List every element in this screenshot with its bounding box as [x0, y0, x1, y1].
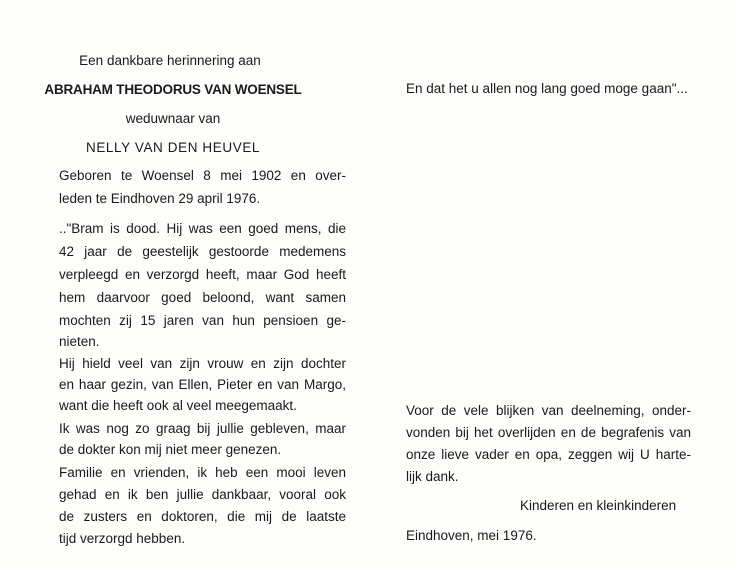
text-line: .."Bram is dood. Hij was een goed mens, die	[59, 221, 346, 236]
text-line: Familie en vrienden, ik heb een mooi leven	[59, 465, 346, 480]
text-line: en haar gezin, van Ellen, Pieter en van Margo,	[59, 377, 346, 392]
thanks-line: vonden bij het overlijden en de begrafenis van	[406, 425, 691, 440]
text-line: nieten.	[59, 334, 100, 349]
text-line: tijd verzorgd hebben.	[59, 531, 186, 546]
right-page	[368, 0, 735, 567]
relation-line: weduwnaar van	[125, 111, 221, 126]
birth-line: leden te Eindhoven 29 april 1976.	[59, 191, 261, 206]
signature: Kinderen en kleinkinderen	[520, 498, 677, 513]
text-line: hem daarvoor goed beloond, want samen	[59, 290, 346, 305]
text-line: mochten zij 15 jaren van hun pensioen ge-	[59, 313, 346, 328]
text-line: verpleegd en verzorgd heeft, maar God heeft	[59, 267, 346, 282]
text-line: de dokter kon mij niet meer genezen.	[59, 442, 282, 457]
text-line: 42 jaar de geestelijk gestoorde medemens	[59, 244, 346, 259]
deceased-name: ABRAHAM THEODORUS VAN WOENSEL	[44, 82, 302, 97]
thanks-line: Voor de vele blijken van deelneming, onder-	[406, 403, 691, 418]
text-line: Ik was nog zo graag bij jullie gebleven, maar	[59, 421, 346, 436]
thanks-line: lijk dank.	[406, 469, 459, 484]
text-line: Hij hield veel van zijn vrouw en zijn dochter	[59, 356, 346, 371]
spouse-name: NELLY VAN DEN HEUVEL	[85, 140, 261, 155]
text-line: want die heeft ook al veel meegemaakt.	[59, 398, 297, 413]
left-page	[0, 0, 367, 567]
thanks-line: onze lieve vader en opa, zeggen wij U harte-	[406, 447, 691, 462]
text-line: gehad en ik ben jullie dankbaar, vooral ook	[59, 487, 346, 502]
intro-line: Een dankbare herinnering aan	[79, 53, 261, 68]
text-line: de zusters en doktoren, die mij de laatste	[59, 509, 346, 524]
place-date: Eindhoven, mei 1976.	[406, 528, 537, 543]
quote-ending: En dat het u allen nog lang goed moge gaan"...	[406, 81, 688, 96]
birth-line: Geboren te Woensel 8 mei 1902 en over-	[59, 168, 346, 183]
